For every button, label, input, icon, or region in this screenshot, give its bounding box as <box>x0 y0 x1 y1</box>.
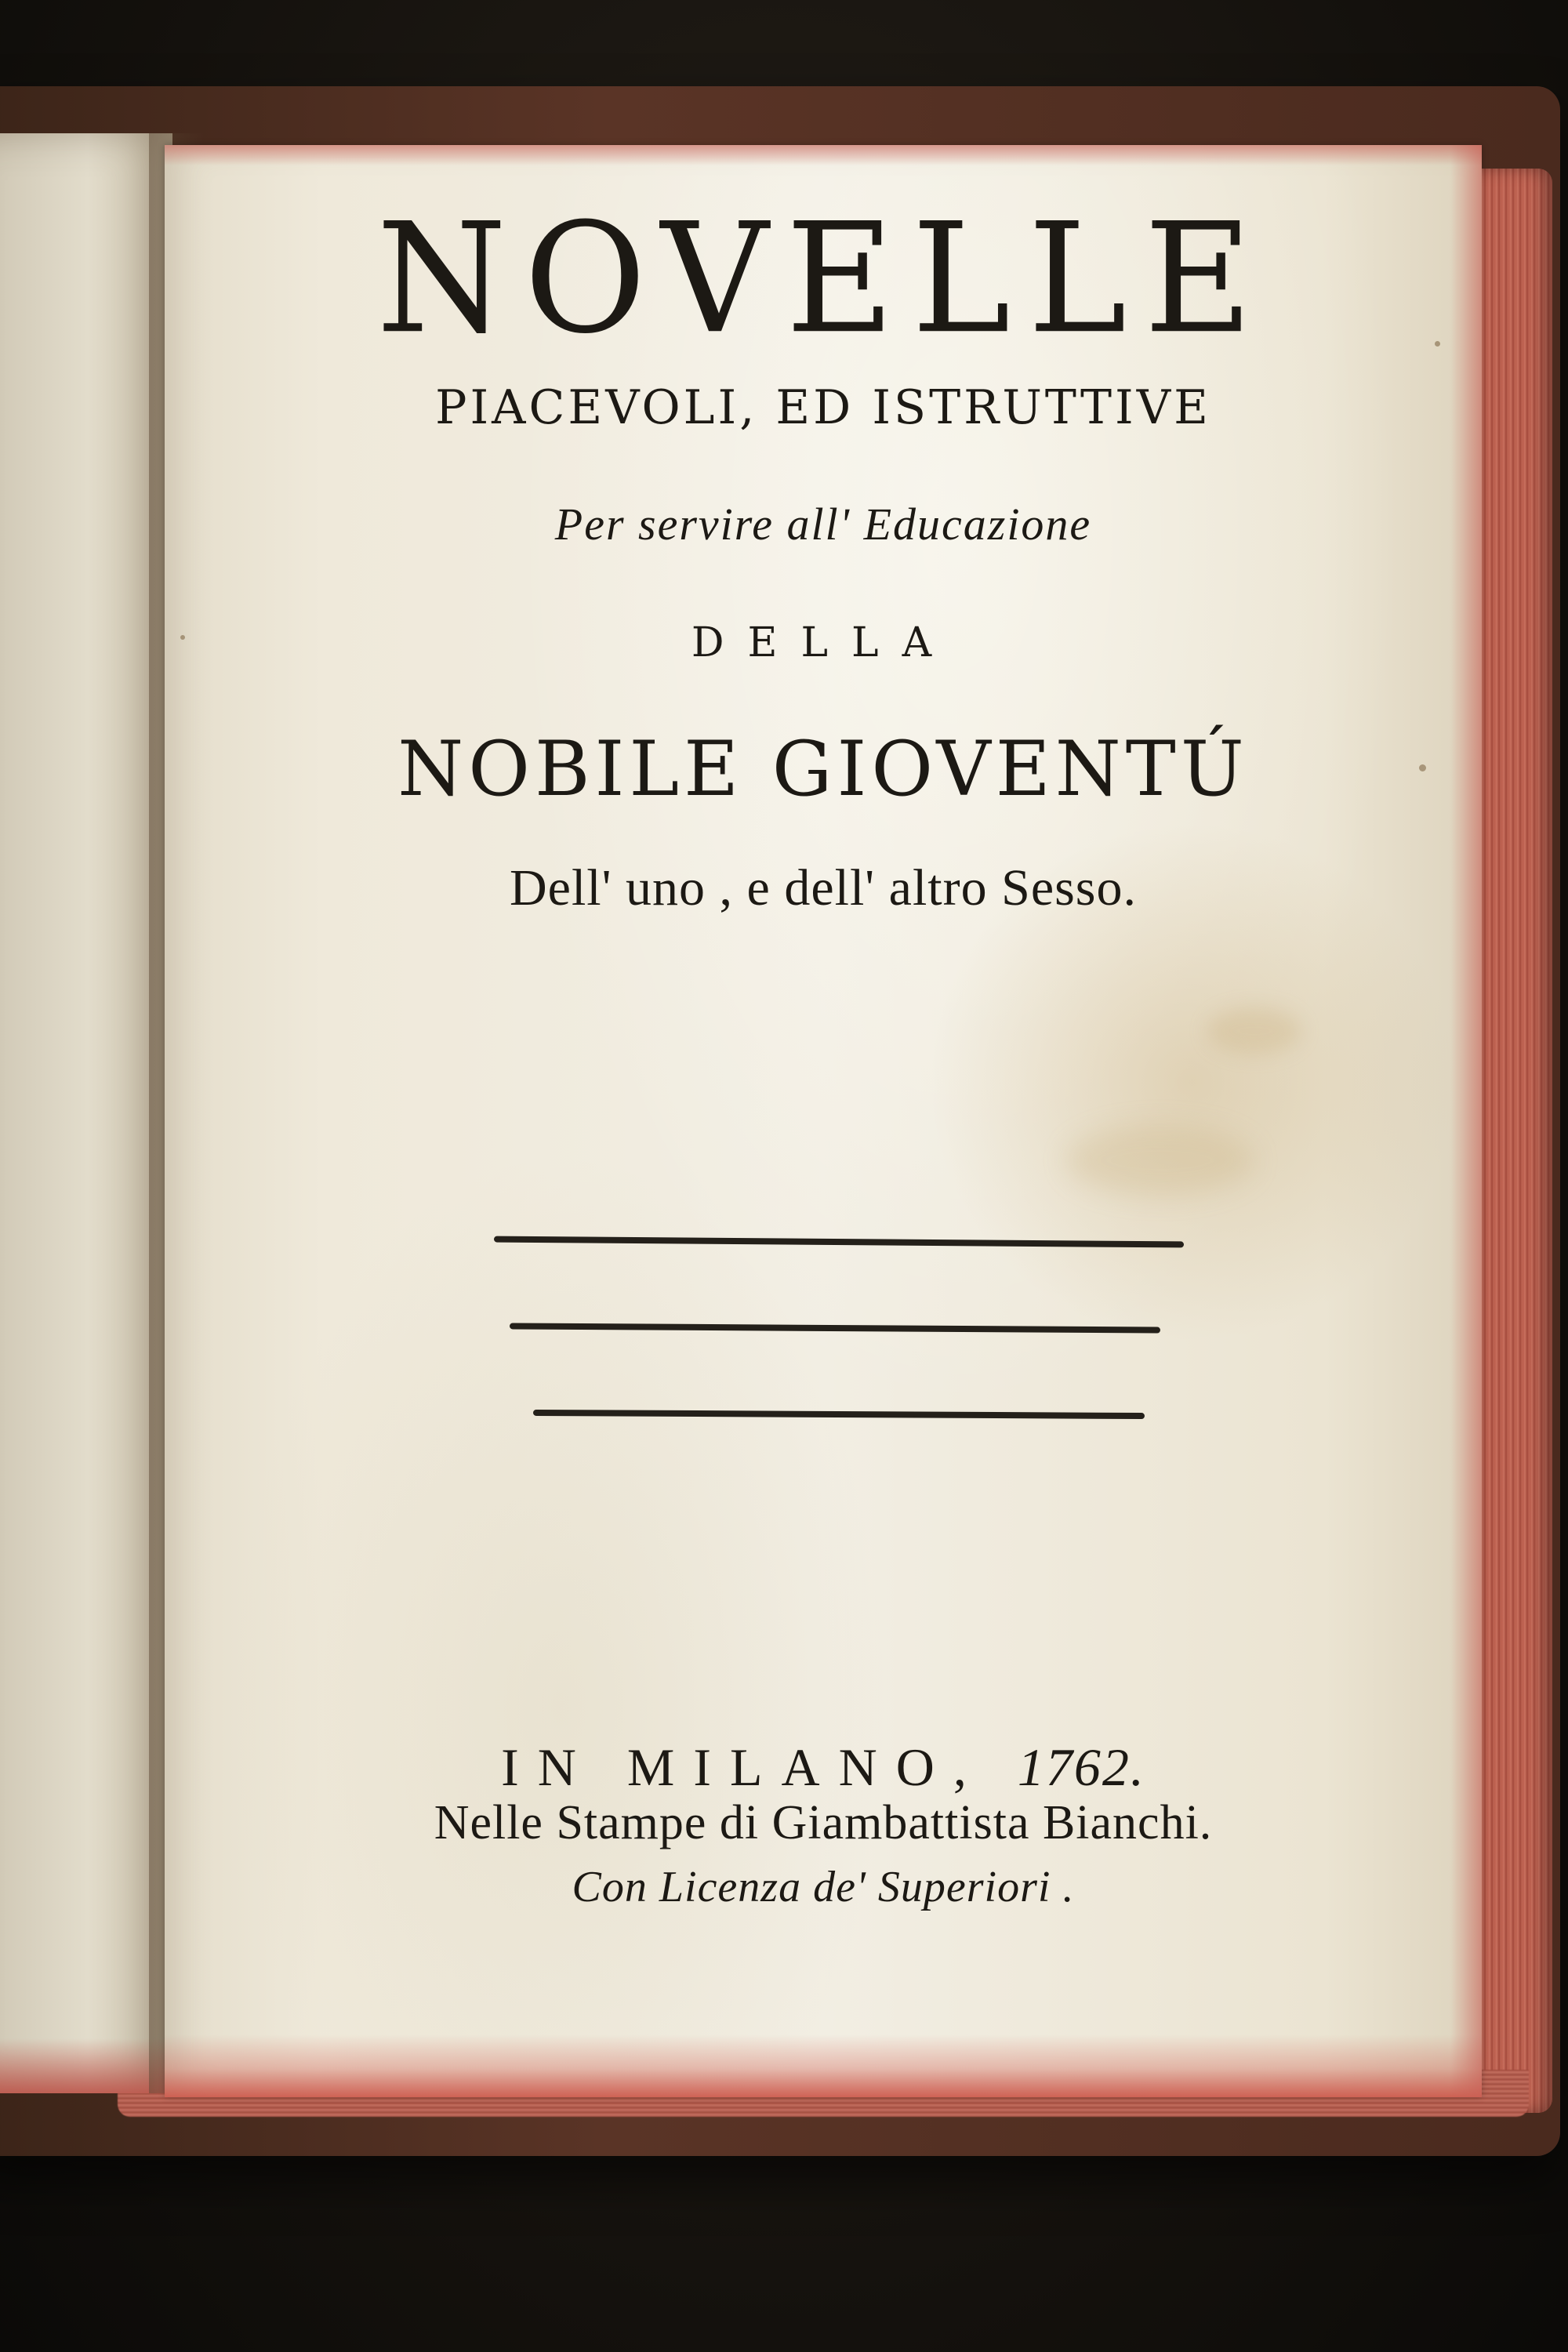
imprint-year: 1762. <box>1017 1737 1145 1797</box>
page-top-edge <box>165 145 1482 165</box>
title-page <box>165 145 1482 2097</box>
imprint-printer: Nelle Stampe di Giambattista Bianchi. <box>434 1796 1213 1849</box>
subtitle-nobile-gioventu: NOBILE GIOVENTÚ <box>397 725 1249 813</box>
subtitle-della: DELLA <box>691 619 956 666</box>
subtitle-line-2: Per servire all' Educazione <box>554 499 1092 550</box>
decorative-rule <box>510 1323 1160 1333</box>
foxing-stain <box>1066 1125 1254 1196</box>
book-title: NOVELLE <box>376 190 1270 368</box>
imprint-place: IN MILANO, <box>501 1737 985 1797</box>
imprint-license: Con Licenza de' Superiori . <box>572 1863 1075 1911</box>
subtitle-line-1: PIACEVOLI, ED ISTRUTTIVE <box>435 380 1211 435</box>
left-facing-page <box>0 133 172 2093</box>
foxing-stain <box>1207 1007 1301 1054</box>
decorative-rule <box>494 1236 1184 1248</box>
page-bottom-edge <box>165 2034 1482 2097</box>
subtitle-sesso: Dell' uno , e dell' altro Sesso. <box>510 859 1137 916</box>
imprint-place-line <box>165 1737 1482 1798</box>
left-page-red-edge <box>0 2038 172 2093</box>
decorative-rule <box>533 1410 1145 1419</box>
